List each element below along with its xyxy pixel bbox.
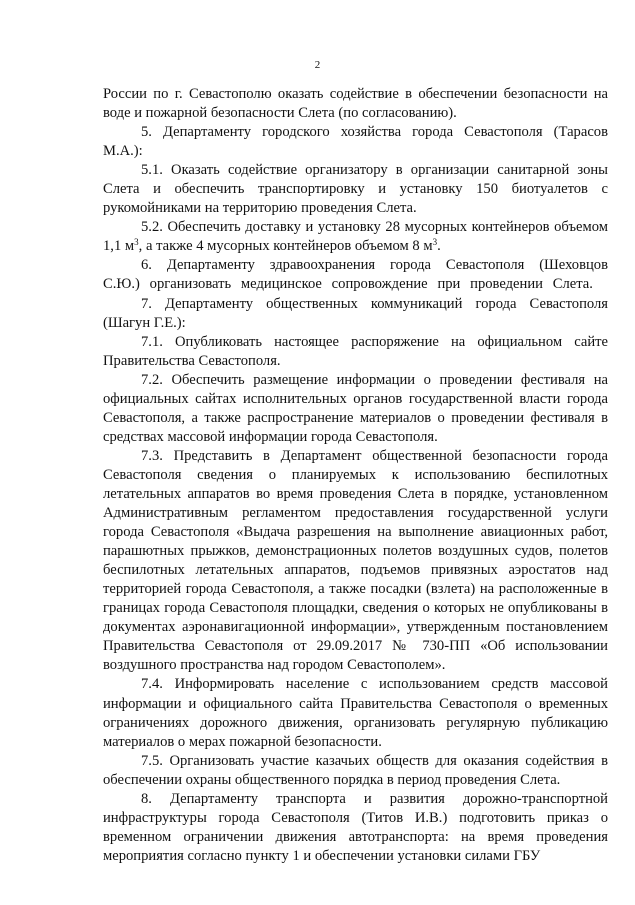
paragraph-item-8: 8. Департаменту транспорта и развития дорожно-транспортной инфраструктуры города Севастополя (Титов И.В.) подготовить приказ о временном ограничении движения автотранспорта: на время проведения мероприятия согласно пункту 1 и обеспечении установки силами ГБУ [103,790,608,864]
paragraph-item-7-2: 7.2. Обеспечить размещение информации о проведении фестиваля на официальных сайтах исполнительных органов государственной власти города Севастополя, а также распространение материалов о проведении фестиваля в средствах массовой информации города Севастополя. [103,371,608,445]
item-5-2-text-mid: , а также 4 мусорных контейнеров объемом 8 м [138,238,433,255]
page-number: 2 [314,59,321,71]
paragraph-item-5-1: 5.1. Оказать содействие организатору в организации санитарной зоны Слета и обеспечить транспортировку и установку 150 биотуалетов с рукомойниками на территорию проведения Слета. [103,162,608,217]
paragraph-item-7-4: 7.4. Информировать население с использованием средств массовой информации и официального сайта Правительства Севастополя о временных ограничениях дорожного движения, организовать регулярную публикацию материалов о мерах пожарной безопасности. [103,676,608,750]
paragraph-item-7-5: 7.5. Организовать участие казачьих обществ для оказания содействия в обеспечении охраны общественного порядка в период проведения Слета. [103,752,608,788]
paragraph-item-6: 6. Департаменту здравоохранения города Севастополя (Шеховцов С.Ю.) организовать медицинское сопровождение при проведении Слета. [103,257,608,293]
paragraph-item-7-3: 7.3. Представить в Департамент общественной безопасности города Севастополя сведения о планируемых к использованию беспилотных летательных аппаратов во время проведения Слета в порядке, установленном Административным регламентом предоставления государственной услуги города Севастополя «Выдача разрешения на выполнение авиационных работ, парашютных прыжков, демонстрационных полетов воздушных судов, полетов беспилотных летательных аппаратов, подъемов привязных аэростатов над территорией города Севастополя, а также посадки (взлета) на расположенные в границах города Севастополя площадки, сведения о которых не опубликованы в документах аэронавигационной информации», утвержденным постановлением Правительства Севастополя от 29.09.2017 № 730-ПП «Об использовании воздушного пространства над городом Севастополем». [103,447,608,674]
cubic-superscript: 3 [134,237,139,248]
item-5-2-text-end: . [437,238,441,255]
paragraph-item-7-1: 7.1. Опубликовать настоящее распоряжение на официальном сайте Правительства Севастополя. [103,333,608,369]
item-5-2-text: 5.2. Обеспечить доставку и установку 28 мусорных контейнеров объемом 1,1 м [103,219,608,255]
cubic-superscript: 3 [432,237,438,248]
paragraph-item-5-2 [103,218,608,256]
document-body [103,85,608,866]
paragraph-continuation: России по г. Севастополю оказать содействие в обеспечении безопасности на воде и пожарной безопасности Слета (по согласованию). [103,86,608,122]
paragraph-item-7: 7. Департаменту общественных коммуникаций города Севастополя (Шагун Г.Е.): [103,295,608,331]
paragraph-item-5: 5. Департаменту городского хозяйства города Севастополя (Тарасов М.А.): [103,124,608,160]
